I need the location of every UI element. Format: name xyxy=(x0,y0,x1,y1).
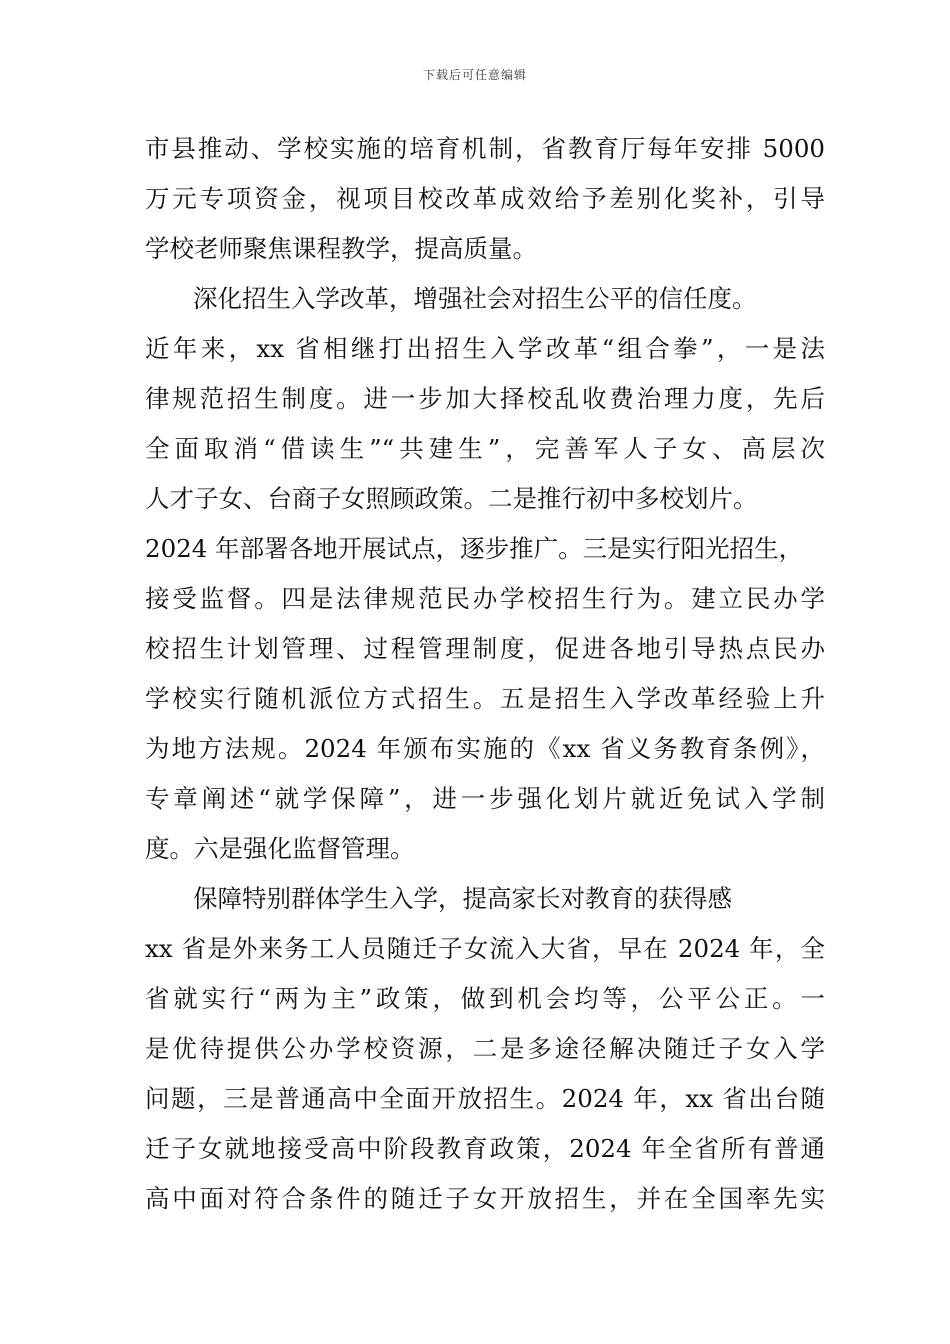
paragraph-heading: 保障特别群体学生入学，提高家长对教育的获得感 xyxy=(193,884,732,913)
text-line: xx 省是外来务工人员随迁子女流入大省，早在 2024 年，全 xyxy=(145,934,825,963)
text-line: 校招生计划管理、过程管理制度，促进各地引导热点民办 xyxy=(145,634,825,663)
text-line: 为地方法规。2024 年颁布实施的《xx 省义务教育条例》， xyxy=(145,734,825,763)
text-line: 2024 年部署各地开展试点，逐步推广。三是实行阳光招生， xyxy=(145,534,804,563)
page-header: 下载后可任意编辑 xyxy=(422,68,527,82)
text-line: 问题，三是普通高中全面开放招生。2024 年，xx 省出台随 xyxy=(145,1084,825,1113)
text-line: 是优待提供公办学校资源，二是多途径解决随迁子女入学 xyxy=(145,1034,825,1063)
text-line: 人才子女、台商子女照顾政策。二是推行初中多校划片。 xyxy=(145,484,758,513)
paragraph-heading: 深化招生入学改革，增强社会对招生公平的信任度。 xyxy=(193,284,757,313)
text-line: 省就实行“两为主”政策，做到机会均等，公平公正。一 xyxy=(145,984,825,1013)
text-line: 高中面对符合条件的随迁子女开放招生，并在全国率先实 xyxy=(145,1184,825,1213)
text-line: 近年来，xx 省相继打出招生入学改革“组合拳”，一是法 xyxy=(145,334,825,363)
text-line: 专章阐述“就学保障”，进一步强化划片就近免试入学制 xyxy=(145,784,825,813)
body-text xyxy=(145,124,825,1224)
text-line: 律规范招生制度。进一步加大择校乱收费治理力度，先后 xyxy=(145,384,825,413)
text-line: 学校实行随机派位方式招生。五是招生入学改革经验上升 xyxy=(145,684,825,713)
text-line: 全面取消“借读生”“共建生”，完善军人子女、高层次 xyxy=(145,434,825,463)
text-line: 度。六是强化监督管理。 xyxy=(145,834,415,863)
text-line: 万元专项资金，视项目校改革成效给予差别化奖补，引导 xyxy=(145,184,825,213)
text-line: 接受监督。四是法律规范民办学校招生行为。建立民办学 xyxy=(145,584,825,613)
text-line: 迁子女就地接受高中阶段教育政策，2024 年全省所有普通 xyxy=(145,1134,825,1163)
text-line: 学校老师聚焦课程教学，提高质量。 xyxy=(145,234,537,263)
text-line: 市县推动、学校实施的培育机制，省教育厅每年安排 5000 xyxy=(145,134,825,163)
